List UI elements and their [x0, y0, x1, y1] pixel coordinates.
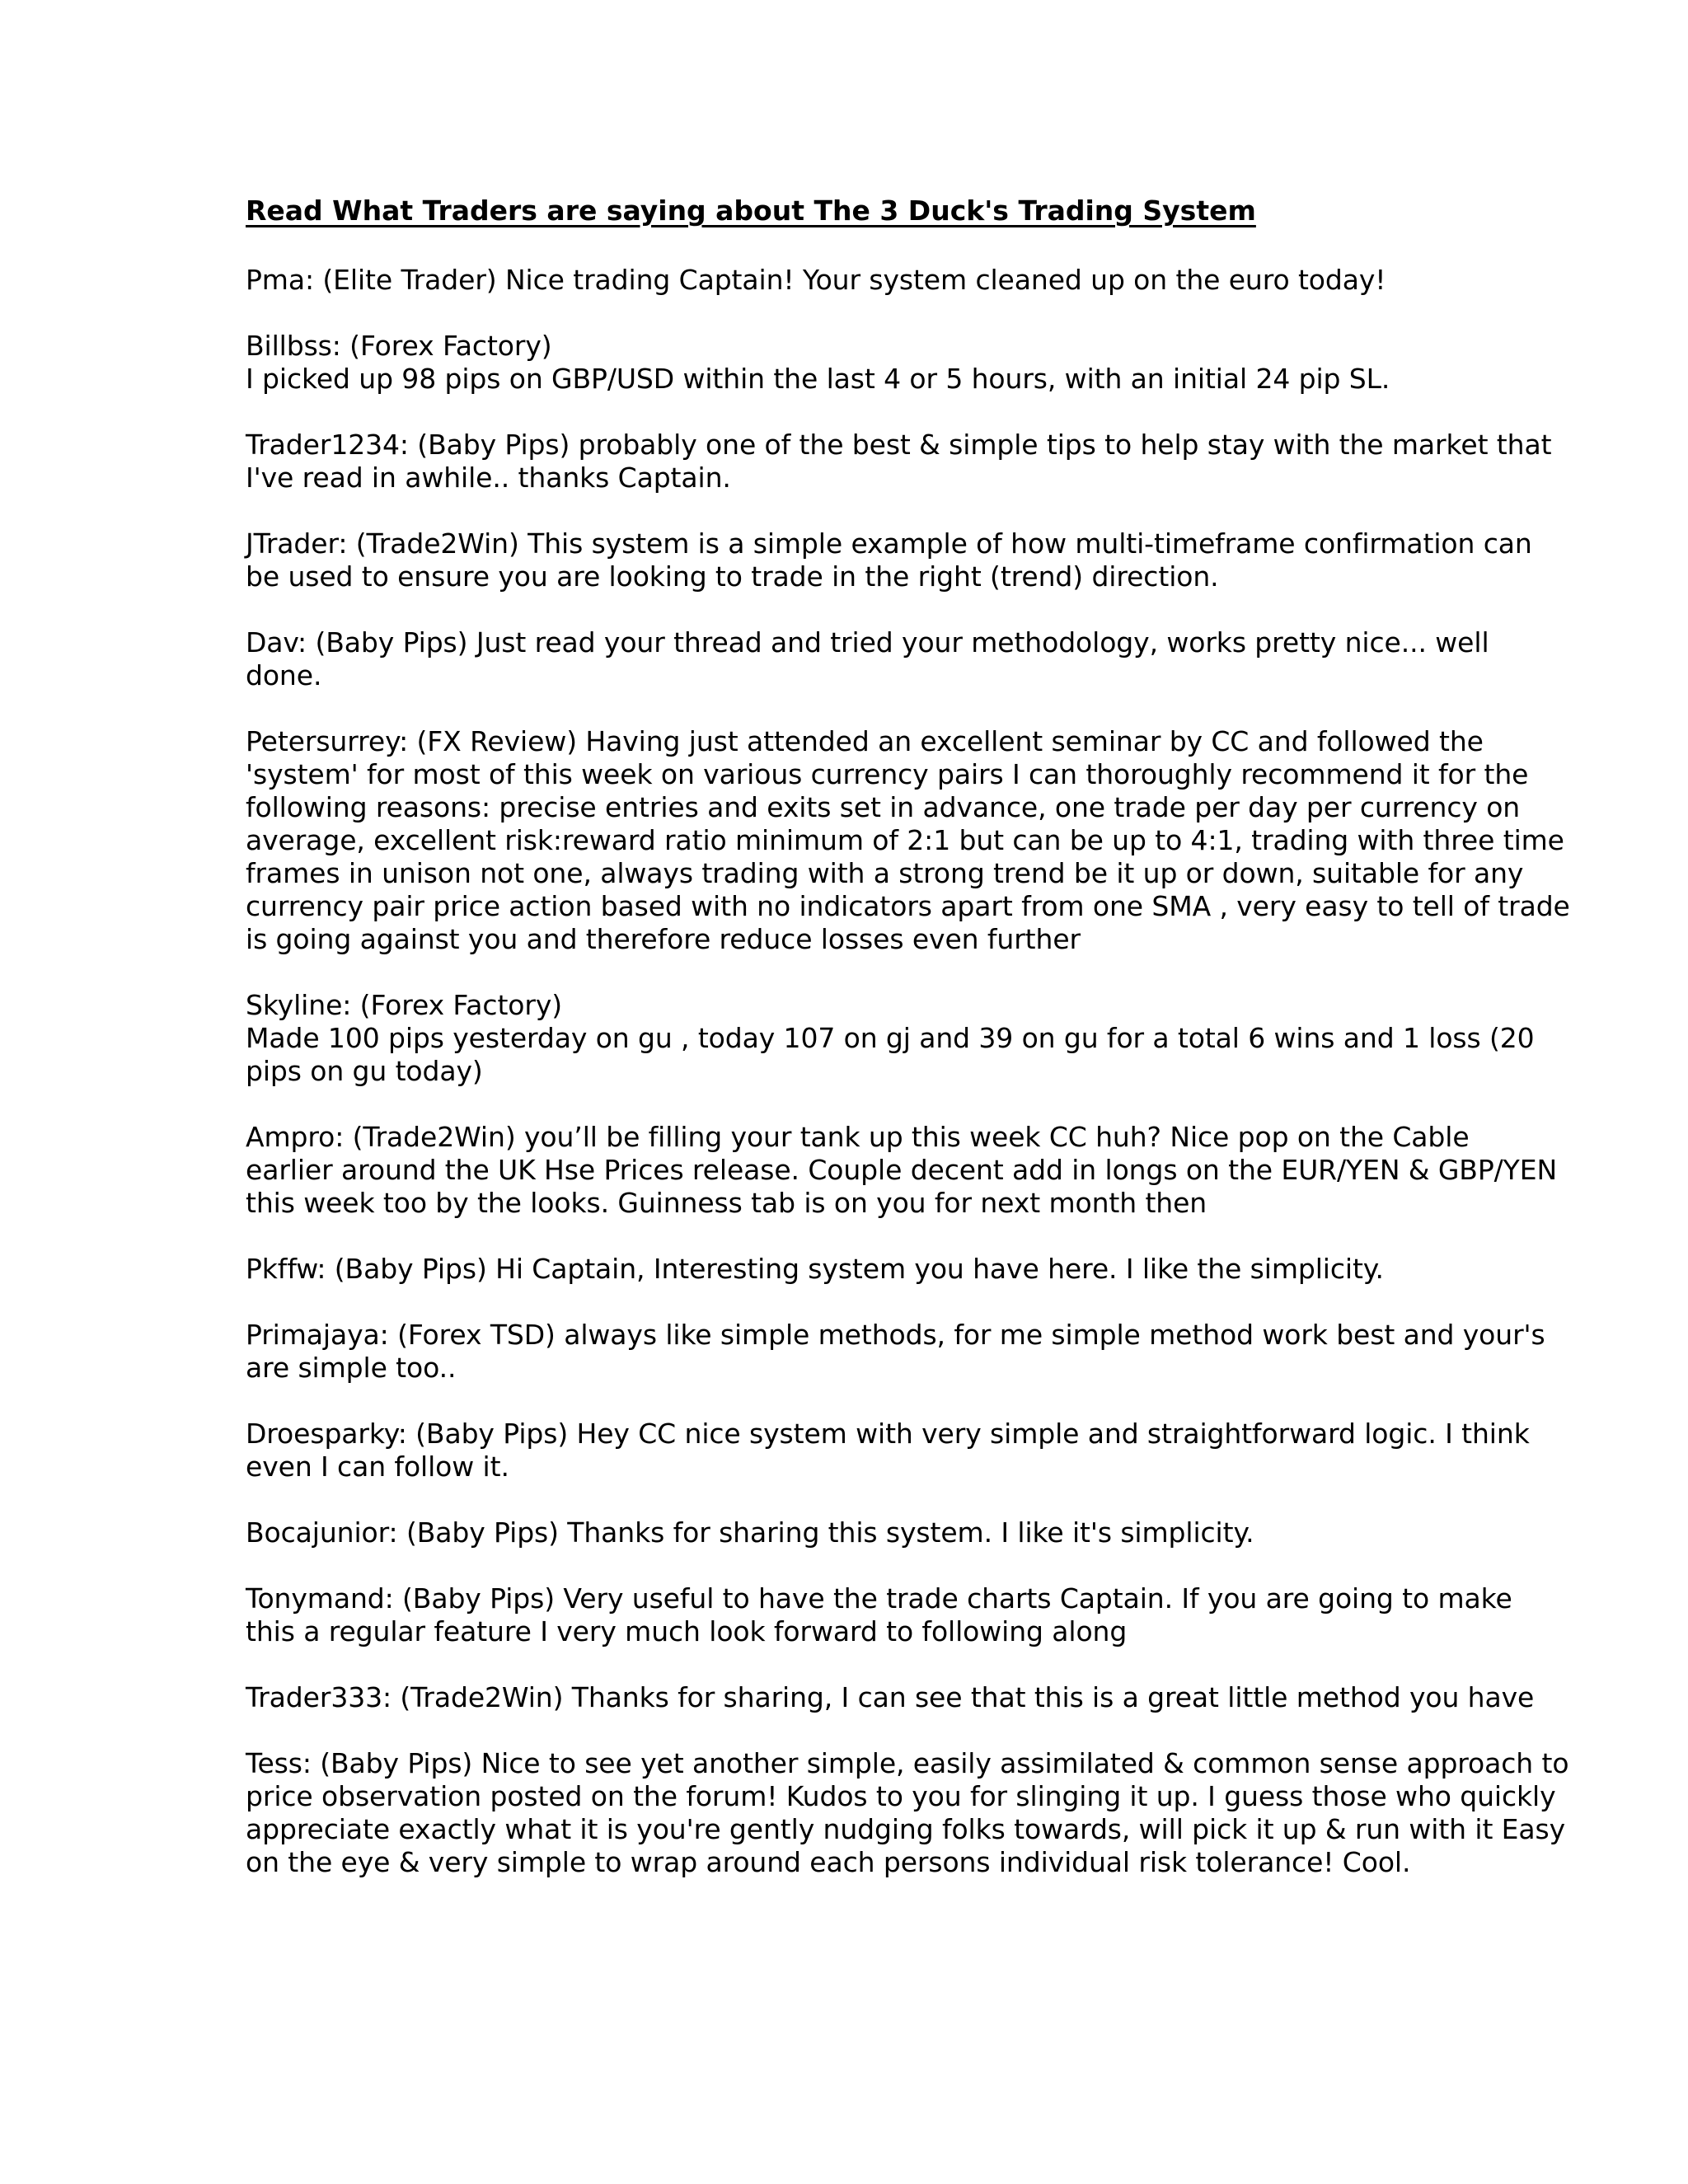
testimonial-line: Made 100 pips yesterday on gu , today 107 on gj and 39 on gu for a total 6 wins and 1 loss (20: [246, 1022, 1535, 1054]
testimonial-line: Skyline: (Forex Factory): [246, 989, 563, 1021]
testimonial: [246, 1747, 1569, 1879]
testimonial-line: this a regular feature I very much look forward to following along: [246, 1615, 1128, 1647]
testimonial-line: average, excellent risk:reward ratio minimum of 2:1 but can be up to 4:1, trading with three time: [246, 824, 1564, 856]
testimonial: [246, 626, 1489, 692]
testimonial: [246, 264, 1449, 297]
testimonial-line: price observation posted on the forum! Kudos to you for slinging it up. I guess those who quickly: [246, 1780, 1556, 1812]
testimonial-line: Pkffw: (Baby Pips) Hi Captain, Interesting system you have here. I like the simplicity.: [246, 1253, 1384, 1285]
testimonial-line: pips on gu today): [246, 1055, 483, 1087]
testimonial-line: Petersurrey: (FX Review) Having just attended an excellent seminar by CC and followed the: [246, 725, 1484, 757]
testimonial-line: on the eye & very simple to wrap around each persons individual risk tolerance! Cool.: [246, 1846, 1411, 1878]
testimonial-line: Tonymand: (Baby Pips) Very useful to have the trade charts Captain. If you are going to make: [246, 1582, 1512, 1615]
testimonial-line: is going against you and therefore reduce losses even further: [246, 923, 1081, 955]
testimonial-line: I've read in awhile.. thanks Captain.: [246, 462, 731, 494]
testimonial-line: Billbss: (Forex Factory): [246, 330, 552, 362]
testimonial-line: this week too by the looks. Guinness tab is on you for next month then: [246, 1187, 1207, 1219]
testimonial-line: following reasons: precise entries and exits set in advance, one trade per day per currency on: [246, 791, 1521, 823]
testimonial-line: JTrader: (Trade2Win) This system is a simple example of how multi-timeframe confirmation can: [246, 527, 1532, 560]
testimonial-line: be used to ensure you are looking to trade in the right (trend) direction.: [246, 560, 1219, 593]
testimonial-line: even I can follow it.: [246, 1451, 509, 1483]
testimonial-line: Trader333: (Trade2Win) Thanks for sharing, I can see that this is a great little method you have: [246, 1681, 1535, 1713]
testimonial-line: currency pair price action based with no indicators apart from one SMA , very easy to tell of trade: [246, 890, 1570, 922]
testimonial-line: frames in unison not one, always trading with a strong trend be it up or down, suitable for any: [246, 857, 1524, 889]
testimonial: [246, 1121, 1558, 1220]
testimonial-line: Dav: (Baby Pips) Just read your thread and tried your methodology, works pretty nice... well: [246, 626, 1489, 658]
testimonial-line: Ampro: (Trade2Win) you’ll be filling your tank up this week CC huh? Nice pop on the Cable: [246, 1121, 1470, 1153]
testimonial-line: Droesparky: (Baby Pips) Hey CC nice system with very simple and straightforward logic. I think: [246, 1418, 1530, 1450]
testimonial-line: I picked up 98 pips on GBP/USD within the last 4 or 5 hours, with an initial 24 pip SL.: [246, 363, 1390, 395]
testimonial-line: done.: [246, 659, 322, 691]
testimonial-list: [246, 264, 1570, 1879]
testimonial: [246, 1582, 1512, 1648]
testimonial: [246, 989, 1535, 1088]
testimonial: [246, 1319, 1545, 1385]
testimonial-line: Pma: (Elite Trader) Nice trading Captain! Your system cleaned up on the euro today!: [246, 264, 1386, 296]
testimonial-line: Trader1234: (Baby Pips) probably one of the best & simple tips to help stay with the market that: [246, 429, 1552, 461]
testimonial: [246, 330, 1449, 396]
document-title: Read What Traders are saying about The 3 Duck's Trading System: [246, 194, 1256, 227]
testimonial: [246, 1253, 1449, 1286]
testimonial: [246, 527, 1532, 593]
testimonial-line: Primajaya: (Forex TSD) always like simple methods, for me simple method work best and your's: [246, 1319, 1545, 1351]
testimonial-line: Tess: (Baby Pips) Nice to see yet another simple, easily assimilated & common sense approach to: [246, 1747, 1569, 1779]
testimonial-line: earlier around the UK Hse Prices release. Couple decent add in longs on the EUR/YEN & GBP/YEN: [246, 1154, 1558, 1186]
testimonial-line: are simple too..: [246, 1352, 457, 1384]
testimonial: [246, 1418, 1530, 1483]
testimonial-line: appreciate exactly what it is you're gently nudging folks towards, will pick it up & run with it Easy: [246, 1813, 1566, 1845]
document-page: [246, 194, 1570, 1912]
testimonial-line: Bocajunior: (Baby Pips) Thanks for sharing this system. I like it's simplicity.: [246, 1516, 1254, 1549]
testimonial: [246, 1681, 1535, 1714]
testimonial-line: 'system' for most of this week on various currency pairs I can thoroughly recommend it for the: [246, 758, 1529, 790]
testimonial: [246, 1516, 1449, 1549]
testimonial: [246, 725, 1570, 956]
testimonial: [246, 429, 1552, 494]
